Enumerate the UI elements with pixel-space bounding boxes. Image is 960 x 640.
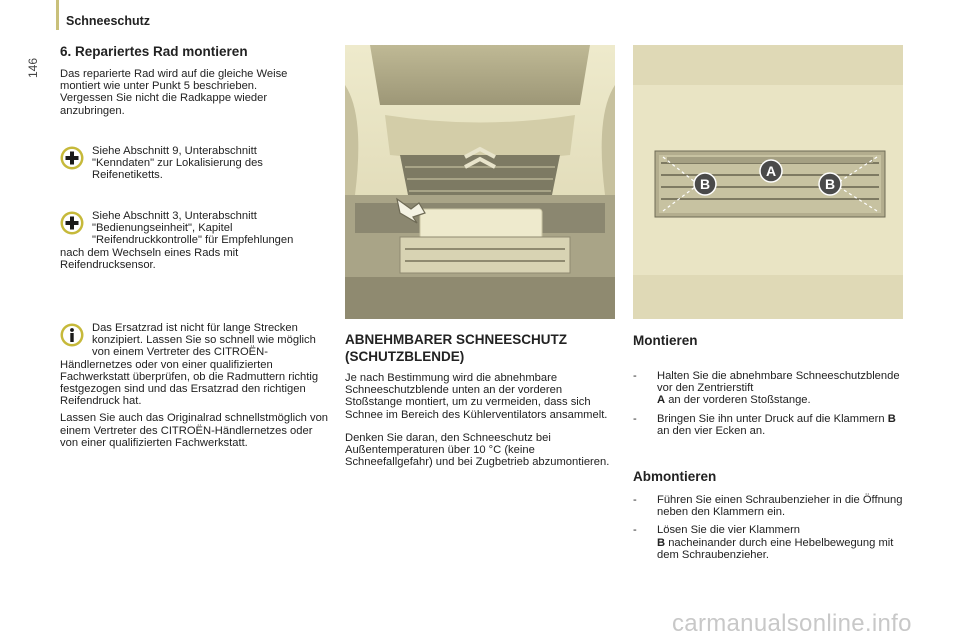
key-label: A <box>657 394 666 407</box>
page-number: 146 <box>26 57 40 78</box>
list-item: - Führen Sie einen Schraubenzieher in die Öffnung neben den Klammern ein. <box>633 494 903 519</box>
list-item: - Bringen Sie ihn unter Druck auf die Klammern B an den vier Ecken an. <box>633 412 896 437</box>
watermark: carmanualsonline.info <box>672 610 912 637</box>
diagram-label-a: A <box>765 163 777 179</box>
bullet-dash: - <box>633 412 637 425</box>
note-tyre-label <box>60 145 305 187</box>
section-heading-repaired-wheel: 6. Repariertes Rad montieren <box>60 44 248 59</box>
section-heading-snow-guard <box>345 331 615 365</box>
intro-paragraph: Das reparierte Rad wird auf die gleiche Weise montiert wie unter Punkt 5 beschrieben. Vergessen Sie nicht die Radkappe wieder anzubringen. <box>60 68 288 117</box>
info-original-wheel-text: Lassen Sie auch das Originalrad schnellstmöglich von einem Vertreter des CITROËN-Händlernetzes oder von einer qualifizierten Fachwerkstatt. <box>60 412 329 449</box>
bullet-dash: - <box>633 494 637 506</box>
snow-guard-removal-hint: Denken Sie daran, den Schneeschutz bei Außentemperaturen über 10 °C (keine Schneefallgefahr) und bei Zugbetrieb abzumontieren. <box>345 432 610 469</box>
diagram-label-b-left: B <box>699 176 711 192</box>
header-accent-bar <box>56 0 59 30</box>
key-label: B <box>887 412 896 425</box>
snow-guard-description: Je nach Bestimmung wird die abnehmbare Schneeschutzblende unten an der vorderen Stoßstange montiert, um zu vermeiden, dass sich Schnee im Bereich des Kühlerventilators ansammelt. <box>345 372 608 421</box>
note-pressure-sensor <box>60 210 310 276</box>
section-heading-mount: Montieren <box>633 333 698 348</box>
diagram-label-b-right: B <box>824 176 836 192</box>
info-spare-wheel-text: Das Ersatzrad ist nicht für lange Strecken konzipiert. Lassen Sie so schnell wie möglich von einem Vertreter des CITROËN-Händlernetzes oder von einer qualifizierten Fachwerkstatt überprüfen, ob die Radmuttern richtig festgezogen sind und das Ersatzrad den richtigen Reifendruck hat. <box>60 322 319 408</box>
remove-steps <box>633 494 908 567</box>
section-heading-snow-guard-line1: ABNEHMBARER SCHNEESCHUTZ <box>345 332 568 347</box>
section-heading-snow-guard-line2: (SCHUTZBLENDE) <box>345 349 465 364</box>
note-tyre-label-text: Siehe Abschnitt 9, Unterabschnitt "Kenndaten" zur Lokalisierung des Reifenetiketts. <box>92 145 263 182</box>
plus-icon <box>60 211 84 235</box>
bullet-dash: - <box>633 370 637 382</box>
snow-guard-diagram <box>633 45 903 319</box>
list-item: - Halten Sie die abnehmbare Schneeschutzblende vor den Zentrierstift A an der vorderen Stoßstange. <box>633 370 900 407</box>
info-spare-wheel <box>60 322 332 454</box>
vehicle-front-illustration <box>345 45 615 319</box>
page-title: Schneeschutz <box>66 14 151 28</box>
list-item: - Lösen Sie die vier Klammern B nacheinander durch eine Hebelbewegung mit dem Schraubenzieher. <box>633 524 894 561</box>
plus-icon <box>60 146 84 170</box>
mount-steps <box>633 370 908 443</box>
note-pressure-sensor-text: Siehe Abschnitt 3, Unterabschnitt "Bedienungseinheit", Kapitel "Reifendruckkontrolle" für Empfehlungen nach dem Wechseln eines Rads mit Reifendrucksensor. <box>60 210 294 271</box>
bullet-dash: - <box>633 524 637 537</box>
key-label: B <box>657 536 666 549</box>
page-header <box>56 0 456 40</box>
info-icon <box>60 323 84 347</box>
section-heading-remove: Abmontieren <box>633 469 717 484</box>
